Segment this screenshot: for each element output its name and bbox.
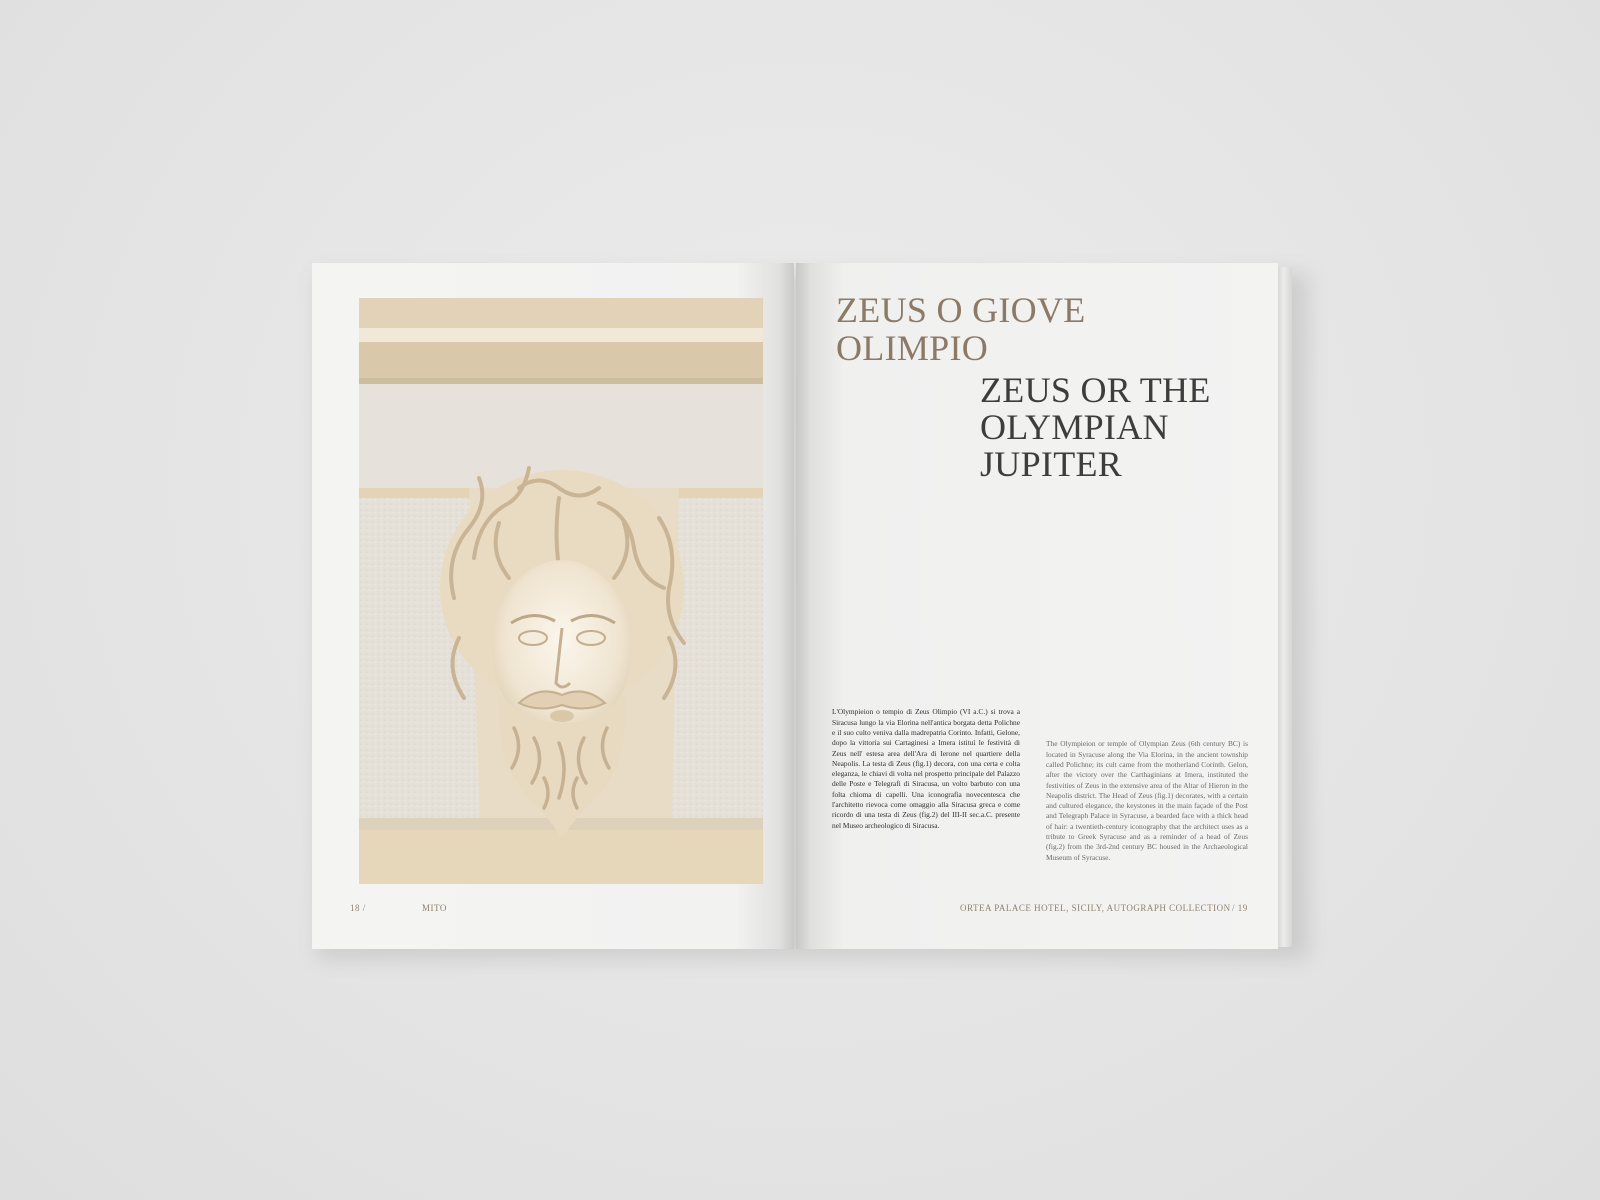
section-label: MITO xyxy=(422,903,447,913)
title-italian: ZEUS O GIOVE OLIMPIO xyxy=(836,290,1086,368)
body-text-italian: L'Olympieion o tempio di Zeus Olimpio (VI a.C.) si trova a Siracusa lungo la via Elorina nell'antica borgata detta Polichne e il suo culto veniva dalla madrepatria Corinto. Infatti, Gelone, dopo la vittoria sui Cartaginesi a Imera istituì le festività di Zeus nell' estesa area dell'Ara di Ierone nel quartiere della Neapolis. La testa di Zeus (fig.1) decora, con una certa e colta eleganza, le chiavi di volta nel prospetto principale del Palazzo delle Poste e Telegrafi di Siracusa, un volto barbuto con una folta chioma di capelli. Una iconografia novecentesca che l'architetto rievoca come omaggio alla Siracusa greca e come ricordo di una testa di Zeus (fig.2) del III-II sec.a.C. presente nel Museo archeologico di Siracusa. xyxy=(832,707,1020,830)
page-number-right: / 19 xyxy=(1232,903,1248,913)
zeus-photo xyxy=(359,298,763,884)
title-english: ZEUS OR THE OLYMPIAN JUPITER xyxy=(980,370,1211,484)
left-page xyxy=(312,263,794,949)
zeus-keystone-mask-icon xyxy=(359,298,763,884)
page-edge xyxy=(1278,267,1292,947)
running-head: ORTEA PALACE HOTEL, SICILY, AUTOGRAPH COLLECTION xyxy=(960,903,1231,913)
body-text-english: The Olympieion or temple of Olympian Zeus (6th century BC) is located in Syracuse along the Via Elorina, in the ancient township called Polichne; its cult came from the motherland Corinth. Gelon, after the victory over the Carthaginians at Imera, instituted the festivities of Zeus in the extensive area of the Altar of Hieron in the Neapolis district. The Head of Zeus (fig.1) decorates, with a certain and cultured elegance, the keystones in the main façade of the Post and Telegraph Palace in Syracuse, a bearded face with a thick head of hair: a twentieth-century iconography that the architect uses as a tribute to Greek Syracuse and as a reminder of a head of Zeus (fig.2) from the 3rd-2nd century BC housed in the Archaeological Museum of Syracuse. xyxy=(1046,739,1248,862)
page-number-left: 18 / xyxy=(350,903,366,913)
